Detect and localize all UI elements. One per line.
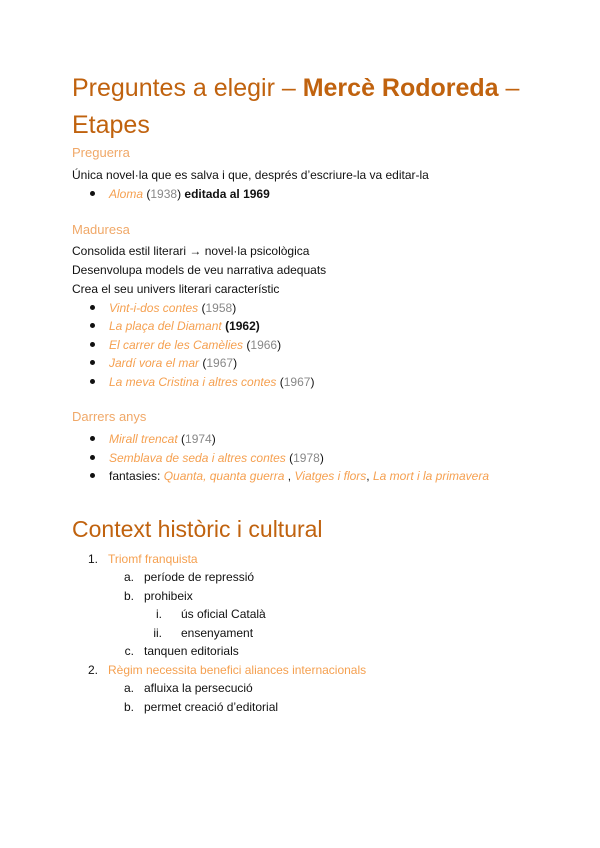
- list-item: [72, 587, 552, 606]
- book-title: Quanta, quanta guerra: [163, 469, 285, 483]
- list-text: ús oficial Català: [181, 607, 266, 621]
- document-page: [72, 72, 552, 716]
- list-number: ii.: [153, 625, 162, 640]
- list-item: La meva Cristina i altres contes (1967): [72, 373, 552, 392]
- book-title: Jardí vora el mar: [109, 356, 200, 370]
- list-item: Aloma (1938) editada al 1969: [72, 185, 552, 204]
- maduresa-line: Desenvolupa models de veu narrativa adequats: [72, 262, 327, 277]
- book-title: Vint-i-dos contes: [109, 300, 199, 315]
- list-item: Semblava de seda i altres contes (1978): [72, 449, 552, 468]
- book-year: 1967: [283, 374, 311, 389]
- book-note: editada al 1969: [181, 187, 270, 201]
- list-number: b.: [123, 588, 134, 603]
- list-item: Jardí vora el mar (1967): [72, 354, 552, 373]
- list-text: afluixa la persecució: [144, 681, 253, 695]
- book-title: Viatges i flors: [294, 469, 367, 483]
- list-item: [72, 624, 552, 643]
- heading-preguerra: Preguerra: [72, 145, 130, 160]
- list-text: Triomf franquista: [108, 551, 198, 566]
- list-number: c.: [124, 644, 134, 658]
- list-text: Règim necessita benefici aliances internacionals: [108, 662, 367, 677]
- list-item: [72, 661, 552, 680]
- list-item: El carrer de les Camèlies (1966): [72, 336, 552, 355]
- darrers-list: [72, 430, 552, 486]
- list-item: [72, 568, 552, 587]
- list-item: [72, 550, 552, 569]
- list-number: 2.: [87, 662, 98, 677]
- list-item: fantasies: Quanta, quanta guerra , Viatges i flors, La mort i la primavera: [72, 467, 552, 486]
- preguerra-list: [72, 185, 552, 204]
- fantasies-label: fantasies:: [109, 469, 164, 483]
- maduresa-line: Crea el seu univers literari característic: [72, 281, 280, 296]
- book-title: Semblava de seda i altres contes: [109, 450, 286, 465]
- title-part1: Preguntes a elegir –: [72, 74, 303, 102]
- preguerra-text: Única novel·la que es salva i que, després d’escriure-la va editar-la: [72, 168, 429, 182]
- list-item: [72, 642, 552, 661]
- maduresa-list: [72, 299, 552, 392]
- page-subtitle: Etapes: [72, 111, 150, 139]
- list-text: permet creació d’editorial: [144, 699, 279, 714]
- list-text: tanquen editorials: [144, 644, 239, 658]
- title-part2: –: [498, 74, 520, 102]
- list-text: prohibeix: [144, 588, 193, 603]
- heading-context: Context històric i cultural: [72, 515, 323, 542]
- list-number: a.: [123, 570, 134, 584]
- book-title: Mirall trencat: [109, 432, 178, 446]
- book-year: 1962: [229, 319, 256, 333]
- list-item: [72, 698, 552, 717]
- list-item: [72, 679, 552, 698]
- maduresa-line: Consolida estil literari → novel·la psicològica: [72, 243, 310, 258]
- list-item: Vint-i-dos contes (1958): [72, 299, 552, 318]
- list-number: i.: [156, 607, 162, 621]
- list-text: període de repressió: [144, 570, 255, 584]
- book-year: 1974: [185, 432, 212, 446]
- book-title: La mort i la primavera: [372, 469, 490, 483]
- book-year: 1958: [205, 300, 233, 315]
- book-year: 1938: [150, 187, 178, 201]
- book-title: Aloma: [109, 187, 144, 201]
- context-list: [72, 550, 552, 717]
- book-title: La meva Cristina i altres contes: [109, 374, 277, 389]
- book-year: 1978: [293, 450, 320, 465]
- title-author: Mercè Rodoreda: [302, 74, 499, 102]
- book-title: El carrer de les Camèlies: [109, 337, 244, 352]
- list-item: [72, 605, 552, 624]
- book-year: 1966: [250, 337, 278, 352]
- list-number: b.: [123, 699, 134, 714]
- heading-darrers-anys: Darrers anys: [72, 409, 147, 424]
- list-number: 1.: [87, 551, 98, 566]
- list-text: ensenyament: [181, 625, 254, 640]
- list-item: La plaça del Diamant (1962): [72, 317, 552, 336]
- page-title: [72, 72, 552, 104]
- heading-maduresa: Maduresa: [72, 221, 130, 237]
- book-year: 1967: [206, 356, 234, 370]
- list-item: Mirall trencat (1974): [72, 430, 552, 449]
- list-number: a.: [123, 681, 134, 695]
- book-title: La plaça del Diamant: [109, 319, 222, 333]
